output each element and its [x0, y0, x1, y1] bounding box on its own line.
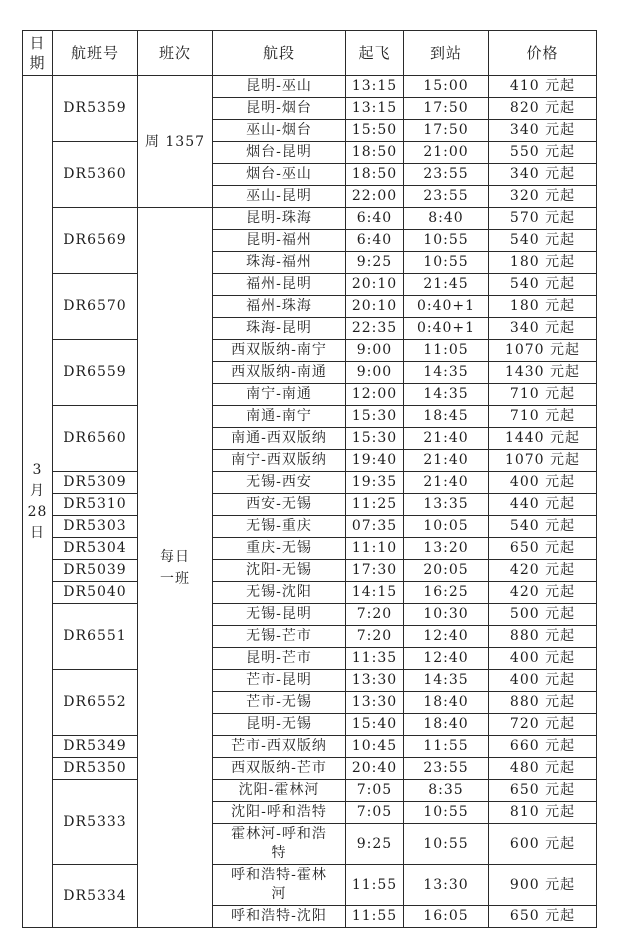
arrive-time-cell: 16:05 [404, 906, 489, 928]
depart-time-cell: 10:45 [346, 736, 404, 758]
depart-time-cell: 7:20 [346, 604, 404, 626]
price-cell: 340 元起 [489, 318, 597, 340]
route-text: 西双版纳-芒市 [231, 760, 327, 776]
route-cell [213, 318, 346, 340]
header-row [23, 31, 597, 76]
route-text: 昆明-烟台 [246, 100, 312, 116]
arrive-time-cell: 10:55 [404, 802, 489, 824]
header-depart: 起飞 [346, 31, 404, 76]
flight-number-cell: DR5303 [53, 516, 138, 538]
arrive-time-cell: 18:40 [404, 714, 489, 736]
price-cell: 570 元起 [489, 208, 597, 230]
price-cell: 480 元起 [489, 758, 597, 780]
arrive-time-cell: 23:55 [404, 758, 489, 780]
route-cell [213, 906, 346, 928]
depart-time-cell: 07:35 [346, 516, 404, 538]
frequency-stack [141, 546, 209, 590]
depart-time-cell: 17:30 [346, 560, 404, 582]
route-cell [213, 865, 346, 906]
table-row [23, 494, 597, 516]
table-row [23, 340, 597, 362]
flight-schedule-table [22, 30, 597, 928]
depart-time-cell: 20:10 [346, 296, 404, 318]
route-text: 霍林河-呼和浩特 [231, 826, 327, 861]
flight-number-cell: DR5349 [53, 736, 138, 758]
route-cell [213, 604, 346, 626]
table-header [23, 31, 597, 76]
arrive-time-cell: 10:05 [404, 516, 489, 538]
price-cell: 820 元起 [489, 98, 597, 120]
arrive-time-cell: 8:35 [404, 780, 489, 802]
arrive-time-cell: 15:00 [404, 76, 489, 98]
flight-number-cell: DR6569 [53, 208, 138, 274]
flight-number-cell: DR5309 [53, 472, 138, 494]
header-route: 航段 [213, 31, 346, 76]
route-text: 芒市-昆明 [246, 672, 312, 688]
route-cell [213, 428, 346, 450]
route-text: 芒市-无锡 [246, 694, 312, 710]
depart-time-cell: 14:15 [346, 582, 404, 604]
route-text: 巫山-烟台 [246, 122, 312, 138]
price-cell: 650 元起 [489, 906, 597, 928]
frequency-text: 每日 [160, 548, 190, 565]
depart-time-cell: 20:40 [346, 758, 404, 780]
route-text: 昆明-珠海 [246, 210, 312, 226]
route-cell [213, 186, 346, 208]
arrive-time-cell: 23:55 [404, 164, 489, 186]
route-cell [213, 516, 346, 538]
route-cell [213, 384, 346, 406]
depart-time-cell: 9:25 [346, 824, 404, 865]
table-row [23, 76, 597, 98]
price-cell: 650 元起 [489, 538, 597, 560]
arrive-time-cell: 21:40 [404, 450, 489, 472]
price-cell: 720 元起 [489, 714, 597, 736]
depart-time-cell: 9:00 [346, 340, 404, 362]
route-text: 沈阳-无锡 [246, 562, 312, 578]
route-cell [213, 736, 346, 758]
route-text: 烟台-昆明 [246, 144, 312, 160]
table-row [23, 604, 597, 626]
arrive-time-cell: 10:55 [404, 252, 489, 274]
route-text: 沈阳-呼和浩特 [231, 804, 327, 820]
route-cell [213, 824, 346, 865]
route-text: 南宁-西双版纳 [231, 452, 327, 468]
route-text: 无锡-昆明 [246, 606, 312, 622]
arrive-time-cell: 16:25 [404, 582, 489, 604]
route-cell [213, 780, 346, 802]
flight-number-cell: DR6552 [53, 670, 138, 736]
route-text: 南宁-南通 [246, 386, 312, 402]
depart-time-cell: 15:40 [346, 714, 404, 736]
arrive-time-cell: 0:40+1 [404, 318, 489, 340]
arrive-time-cell: 10:55 [404, 230, 489, 252]
price-cell: 420 元起 [489, 560, 597, 582]
depart-time-cell: 9:25 [346, 252, 404, 274]
arrive-time-cell: 12:40 [404, 648, 489, 670]
depart-time-cell: 18:50 [346, 164, 404, 186]
route-text: 福州-珠海 [246, 298, 312, 314]
depart-time-cell: 22:35 [346, 318, 404, 340]
route-cell [213, 714, 346, 736]
flight-number-cell: DR5333 [53, 780, 138, 865]
price-cell: 540 元起 [489, 274, 597, 296]
header-flight-number: 航班号 [53, 31, 138, 76]
header-arrive: 到站 [404, 31, 489, 76]
arrive-time-cell: 11:55 [404, 736, 489, 758]
route-text: 无锡-重庆 [246, 518, 312, 534]
route-text: 西双版纳-南通 [231, 364, 327, 380]
depart-time-cell: 13:30 [346, 670, 404, 692]
date-cell [23, 76, 53, 928]
price-cell: 340 元起 [489, 164, 597, 186]
arrive-time-cell: 21:00 [404, 142, 489, 164]
price-cell: 1070 元起 [489, 450, 597, 472]
price-cell: 1430 元起 [489, 362, 597, 384]
price-cell: 880 元起 [489, 626, 597, 648]
depart-time-cell: 15:50 [346, 120, 404, 142]
frequency-cell [138, 208, 213, 928]
depart-time-cell: 20:10 [346, 274, 404, 296]
table-row [23, 670, 597, 692]
route-text: 西双版纳-南宁 [231, 342, 327, 358]
arrive-time-cell: 8:40 [404, 208, 489, 230]
price-cell: 400 元起 [489, 648, 597, 670]
route-cell [213, 340, 346, 362]
arrive-time-cell: 13:20 [404, 538, 489, 560]
route-cell [213, 142, 346, 164]
depart-time-cell: 19:40 [346, 450, 404, 472]
route-cell [213, 120, 346, 142]
route-text: 烟台-巫山 [246, 166, 312, 182]
flight-number-cell: DR5360 [53, 142, 138, 208]
price-cell: 320 元起 [489, 186, 597, 208]
table-row [23, 758, 597, 780]
arrive-time-cell: 13:35 [404, 494, 489, 516]
route-cell [213, 758, 346, 780]
arrive-time-cell: 20:05 [404, 560, 489, 582]
route-text: 重庆-无锡 [246, 540, 312, 556]
depart-time-cell: 9:00 [346, 362, 404, 384]
route-text: 昆明-福州 [246, 232, 312, 248]
price-cell: 420 元起 [489, 582, 597, 604]
frequency-text: 周 1357 [144, 133, 206, 150]
arrive-time-cell: 11:05 [404, 340, 489, 362]
route-cell [213, 208, 346, 230]
price-cell: 500 元起 [489, 604, 597, 626]
route-text: 福州-昆明 [246, 276, 312, 292]
header-date [23, 31, 53, 76]
depart-time-cell: 15:30 [346, 428, 404, 450]
route-text: 无锡-沈阳 [246, 584, 312, 600]
arrive-time-cell: 21:40 [404, 428, 489, 450]
arrive-time-cell: 14:35 [404, 670, 489, 692]
arrive-time-cell: 14:35 [404, 362, 489, 384]
depart-time-cell: 13:15 [346, 98, 404, 120]
header-date-label: 日期 [29, 34, 46, 72]
arrive-time-cell: 0:40+1 [404, 296, 489, 318]
route-text: 南通-南宁 [246, 408, 312, 424]
flight-number-cell: DR6570 [53, 274, 138, 340]
header-frequency: 班次 [138, 31, 213, 76]
arrive-time-cell: 21:45 [404, 274, 489, 296]
arrive-time-cell: 17:50 [404, 98, 489, 120]
flight-number-cell: DR5040 [53, 582, 138, 604]
price-cell: 600 元起 [489, 824, 597, 865]
depart-time-cell: 11:55 [346, 865, 404, 906]
route-cell [213, 230, 346, 252]
price-cell: 540 元起 [489, 230, 597, 252]
price-cell: 1440 元起 [489, 428, 597, 450]
frequency-stack [141, 131, 209, 153]
table-row [23, 208, 597, 230]
route-text: 呼和浩特-沈阳 [231, 908, 327, 924]
price-cell: 710 元起 [489, 384, 597, 406]
table-row [23, 582, 597, 604]
arrive-time-cell: 18:45 [404, 406, 489, 428]
route-text: 西安-无锡 [246, 496, 312, 512]
price-cell: 550 元起 [489, 142, 597, 164]
flight-number-cell: DR5350 [53, 758, 138, 780]
depart-time-cell: 11:35 [346, 648, 404, 670]
route-cell [213, 494, 346, 516]
price-cell: 180 元起 [489, 296, 597, 318]
price-cell: 900 元起 [489, 865, 597, 906]
route-text: 沈阳-霍林河 [238, 782, 320, 798]
arrive-time-cell: 13:30 [404, 865, 489, 906]
price-cell: 400 元起 [489, 472, 597, 494]
route-text: 珠海-福州 [246, 254, 312, 270]
route-text: 珠海-昆明 [246, 320, 312, 336]
flight-number-cell: DR6559 [53, 340, 138, 406]
table-body [23, 76, 597, 928]
route-text: 芒市-西双版纳 [231, 738, 327, 754]
flight-number-cell: DR5039 [53, 560, 138, 582]
depart-time-cell: 19:35 [346, 472, 404, 494]
route-cell [213, 450, 346, 472]
route-cell [213, 670, 346, 692]
price-cell: 410 元起 [489, 76, 597, 98]
table-row [23, 865, 597, 906]
route-cell [213, 76, 346, 98]
flight-number-cell: DR5334 [53, 865, 138, 928]
depart-time-cell: 22:00 [346, 186, 404, 208]
route-cell [213, 802, 346, 824]
route-cell [213, 362, 346, 384]
route-cell [213, 98, 346, 120]
route-cell [213, 626, 346, 648]
route-cell [213, 472, 346, 494]
table-row [23, 736, 597, 758]
route-text: 昆明-无锡 [246, 716, 312, 732]
depart-time-cell: 13:15 [346, 76, 404, 98]
arrive-time-cell: 10:30 [404, 604, 489, 626]
arrive-time-cell: 14:35 [404, 384, 489, 406]
price-cell: 650 元起 [489, 780, 597, 802]
table-row [23, 406, 597, 428]
depart-time-cell: 11:55 [346, 906, 404, 928]
date-text: 28 [27, 503, 48, 520]
route-cell [213, 296, 346, 318]
arrive-time-cell: 12:40 [404, 626, 489, 648]
date-text: 日 [30, 524, 45, 541]
flight-number-cell: DR6551 [53, 604, 138, 670]
depart-time-cell: 6:40 [346, 230, 404, 252]
depart-time-cell: 7:05 [346, 780, 404, 802]
depart-time-cell: 18:50 [346, 142, 404, 164]
header-price: 价格 [489, 31, 597, 76]
price-cell: 400 元起 [489, 670, 597, 692]
route-cell [213, 648, 346, 670]
depart-time-cell: 15:30 [346, 406, 404, 428]
route-cell [213, 560, 346, 582]
depart-time-cell: 12:00 [346, 384, 404, 406]
price-cell: 810 元起 [489, 802, 597, 824]
date-text: 月 [30, 482, 45, 499]
price-cell: 540 元起 [489, 516, 597, 538]
price-cell: 440 元起 [489, 494, 597, 516]
price-cell: 880 元起 [489, 692, 597, 714]
depart-time-cell: 7:05 [346, 802, 404, 824]
price-cell: 180 元起 [489, 252, 597, 274]
route-cell [213, 406, 346, 428]
price-cell: 340 元起 [489, 120, 597, 142]
route-cell [213, 164, 346, 186]
date-text: 3 [32, 461, 43, 478]
table-row [23, 472, 597, 494]
table-row [23, 780, 597, 802]
route-text: 巫山-昆明 [246, 188, 312, 204]
route-text: 无锡-西安 [246, 474, 312, 490]
depart-time-cell: 13:30 [346, 692, 404, 714]
table-row [23, 538, 597, 560]
table-row [23, 274, 597, 296]
arrive-time-cell: 10:55 [404, 824, 489, 865]
table-row [23, 560, 597, 582]
flight-number-cell: DR5310 [53, 494, 138, 516]
arrive-time-cell: 17:50 [404, 120, 489, 142]
route-cell [213, 538, 346, 560]
depart-time-cell: 11:25 [346, 494, 404, 516]
route-cell [213, 582, 346, 604]
route-text: 无锡-芒市 [246, 628, 312, 644]
flight-number-cell: DR5304 [53, 538, 138, 560]
depart-time-cell: 11:10 [346, 538, 404, 560]
depart-time-cell: 6:40 [346, 208, 404, 230]
route-cell [213, 274, 346, 296]
depart-time-cell: 7:20 [346, 626, 404, 648]
route-text: 呼和浩特-霍林河 [231, 867, 327, 902]
arrive-time-cell: 18:40 [404, 692, 489, 714]
route-text: 昆明-芒市 [246, 650, 312, 666]
route-cell [213, 252, 346, 274]
date-stack [26, 460, 49, 544]
flight-number-cell: DR6560 [53, 406, 138, 472]
arrive-time-cell: 23:55 [404, 186, 489, 208]
table-row [23, 142, 597, 164]
price-cell: 1070 元起 [489, 340, 597, 362]
price-cell: 660 元起 [489, 736, 597, 758]
table-row [23, 516, 597, 538]
route-cell [213, 692, 346, 714]
arrive-time-cell: 21:40 [404, 472, 489, 494]
frequency-cell [138, 76, 213, 208]
route-text: 昆明-巫山 [246, 78, 312, 94]
route-text: 南通-西双版纳 [231, 430, 327, 446]
flight-number-cell: DR5359 [53, 76, 138, 142]
frequency-text: 一班 [160, 570, 190, 587]
price-cell: 710 元起 [489, 406, 597, 428]
